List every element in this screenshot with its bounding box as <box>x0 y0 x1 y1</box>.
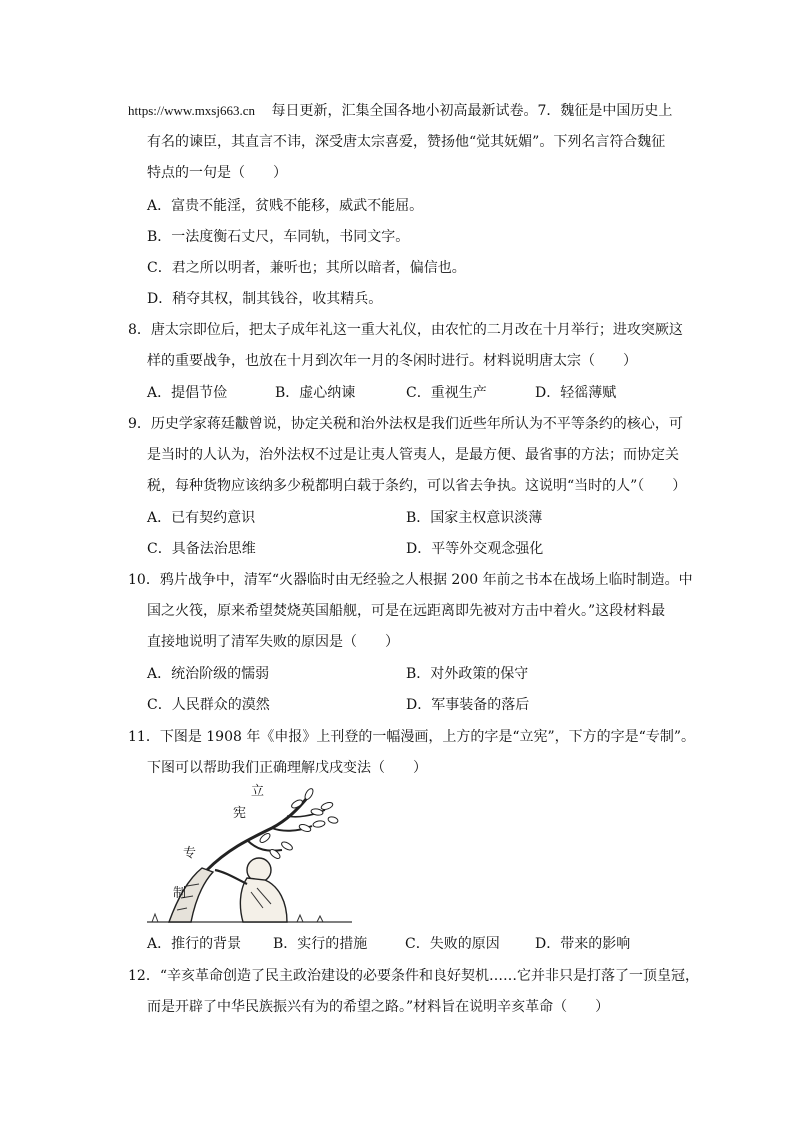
q11-option-d: D．带来的影响 <box>535 936 631 952</box>
q8-stem-line2: 样的重要战争，也放在十月到次年一月的冬闲时进行。材料说明唐太宗（ ） <box>147 353 637 369</box>
cartoon-label-zhi: 制 <box>173 886 187 901</box>
q8-option-b: B．虚心纳谏 <box>275 385 356 401</box>
q11-option-c: C．失败的原因 <box>405 936 500 952</box>
header-line <box>128 101 672 121</box>
q7-option-c: C．君之所以明者，兼听也；其所以暗者，偏信也。 <box>147 260 466 276</box>
q7-option-a: A．富贵不能淫，贫贱不能移，威武不能屈。 <box>147 198 424 214</box>
q9-stem-line3: 税，每种货物应该纳多少税都明白载于条约，可以省去争执。这说明“当时的人”（ ） <box>147 478 687 494</box>
q10-stem-line2: 国之火筏，原来希望焚烧英国船舰，可是在远距离即先被对方击中着火。”这段材料最 <box>147 603 666 619</box>
site-url: https://www.mxsj663.cn <box>128 103 255 118</box>
q8-option-c: C．重视生产 <box>406 385 487 401</box>
cartoon-illustration <box>147 780 357 925</box>
q11-stem-line2: 下图可以帮助我们正确理解戊戌变法（ ） <box>147 760 427 776</box>
cartoon-label-xian: 宪 <box>233 806 247 821</box>
q11-option-a: A．推行的背景 <box>147 936 242 952</box>
leaves <box>258 787 338 860</box>
q9-stem-line2: 是当时的人认为，治外法权不过是让夷人管夷人，是最方便、最省事的方法；而协定关 <box>147 447 679 463</box>
cartoon-label-li: 立 <box>251 784 265 799</box>
q7-stem-line3: 特点的一句是（ ） <box>147 165 287 181</box>
q8-option-d: D．轻徭薄赋 <box>535 385 617 401</box>
q9-option-a: A．已有契约意识 <box>147 510 256 526</box>
q7-stem-line2: 有名的谏臣，其直言不讳，深受唐太宗喜爱，赞扬他“觉其妩媚”。下列名言符合魏征 <box>147 134 666 150</box>
q10-option-c: C．人民群众的漠然 <box>147 697 270 713</box>
q12-stem-line1: 12．“辛亥革命创造了民主政治建设的必要条件和良好契机……它并非只是打落了一顶皇冠， <box>128 968 699 984</box>
q10-option-d: D．军事装备的落后 <box>406 697 530 713</box>
q11-option-b: B．实行的措施 <box>273 936 368 952</box>
q7-option-b: B．一法度衡石丈尺，车同轨，书同文字。 <box>147 229 410 245</box>
q10-option-a: A．统治阶级的懦弱 <box>147 666 270 682</box>
q7-stem-start: 7．魏征是中国历史上 <box>537 103 673 119</box>
q8-stem-line1: 8．唐太宗即位后，把太子成年礼这一重大礼仪，由农忙的二月改在十月举行；进攻突厥这 <box>128 322 683 338</box>
q10-option-b: B．对外政策的保守 <box>406 666 529 682</box>
q9-option-c: C．具备法治思维 <box>147 541 256 557</box>
q10-stem-line1: 10．鸦片战争中，清军“火器临时由无经验之人根据 200 年前之书本在战场上临时制造。中 <box>128 572 693 588</box>
cartoon-label-zhuan: 专 <box>183 846 197 861</box>
q9-stem-line1: 9．历史学家蒋廷黻曾说，协定关税和治外法权是我们近些年所认为不平等条约的核心，可 <box>128 416 683 432</box>
q11-stem-line1: 11．下图是 1908 年《申报》上刊登的一幅漫画，上方的字是“立宪”，下方的字是“专制”。 <box>128 729 695 745</box>
cartoon-drawing <box>147 780 357 925</box>
q12-stem-line2: 而是开辟了中华民族振兴有为的希望之路。”材料旨在说明辛亥革命（ ） <box>147 999 610 1015</box>
q7-option-d: D．稍夺其权，制其钱谷，收其精兵。 <box>147 291 383 307</box>
q9-option-b: B．国家主权意识淡薄 <box>406 510 543 526</box>
q8-option-a: A．提倡节俭 <box>147 385 228 401</box>
man-body <box>240 878 287 922</box>
q10-stem-line3: 直接地说明了清军失败的原因是（ ） <box>147 634 399 650</box>
q9-option-d: D．平等外交观念强化 <box>406 541 544 557</box>
man-arm <box>215 870 247 884</box>
site-slogan: 每日更新，汇集全国各地小初高最新试卷。 <box>271 103 538 119</box>
